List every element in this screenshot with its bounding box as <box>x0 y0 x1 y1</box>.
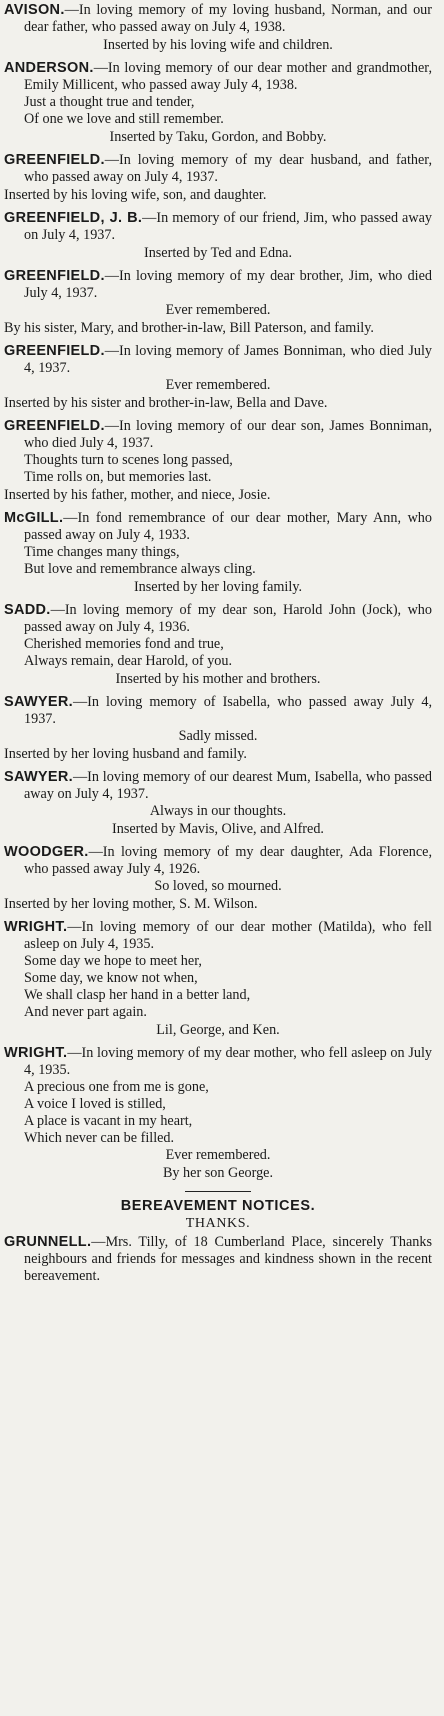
verse-line: Thoughts turn to scenes long passed, <box>24 452 233 468</box>
verse-line: A precious one from me is gone, <box>24 1079 209 1095</box>
notice-body: —In loving memory of our dear mother (Matilda), who fell asleep on July 4, 1935. <box>24 919 432 952</box>
memorial-notice <box>4 60 432 146</box>
inserted-by: Inserted by her loving mother, S. M. Wilson. <box>4 896 258 912</box>
verse-line: And never part again. <box>24 1004 147 1020</box>
verse-line: Some day, we know not when, <box>24 970 198 986</box>
notice-body: —In loving memory of our dear mother and grandmother, Emily Millicent, who passed away July 4, 1938. <box>24 60 432 93</box>
inserted-by: Inserted by his loving wife and children. <box>103 37 333 53</box>
memorial-notice <box>4 2 432 54</box>
verse-line: Always remain, dear Harold, of you. <box>24 653 233 669</box>
bereavement-entry <box>4 1234 432 1285</box>
verse-line: But love and remembrance always cling. <box>24 561 256 577</box>
verse <box>4 636 432 670</box>
notice-body: —In loving memory of James Bonniman, who died July 4, 1937. <box>24 343 432 376</box>
deceased-name: GREENFIELD. <box>4 343 105 359</box>
verse-line: Which never can be filled. <box>24 1130 175 1146</box>
memorial-notice <box>4 418 432 504</box>
deceased-name: GREENFIELD, J. B. <box>4 210 143 226</box>
deceased-name: WRIGHT. <box>4 919 68 935</box>
verse-line: Of one we love and still remember. <box>24 111 224 127</box>
entry-name: GRUNNELL. <box>4 1234 92 1250</box>
inserted-by: Inserted by Ted and Edna. <box>143 245 293 261</box>
notice-text <box>4 2 432 36</box>
notice-text <box>4 418 432 452</box>
notice-body: —In loving memory of my dear mother, who fell asleep on July 4, 1935. <box>24 1045 432 1078</box>
section-divider <box>185 1191 251 1192</box>
inserted-by: Inserted by his sister and brother-in-law, Bella and Dave. <box>4 395 328 411</box>
memorial-notice <box>4 152 432 204</box>
verse-line: A voice I loved is stilled, <box>24 1096 166 1112</box>
inserted-by: By her son George. <box>162 1165 274 1181</box>
deceased-name: WRIGHT. <box>4 1045 68 1061</box>
thanks-subheading: THANKS. <box>185 1216 251 1231</box>
inserted-by: Inserted by her loving husband and family. <box>4 746 247 762</box>
notice-text <box>4 919 432 953</box>
inserted-by: By his sister, Mary, and brother-in-law, Bill Paterson, and family. <box>4 320 374 336</box>
deceased-name: GREENFIELD. <box>4 268 105 284</box>
notice-text <box>4 510 432 544</box>
inserted-by: Inserted by his father, mother, and niece, Josie. <box>4 487 271 503</box>
memorial-notice <box>4 694 432 763</box>
entry-body: —Mrs. Tilly, of 18 Cumberland Place, sincerely Thanks neighbours and friends for messages and kindness shown in the recent bereavement. <box>24 1234 432 1284</box>
verse-line: A place is vacant in my heart, <box>24 1113 193 1129</box>
verse-line: Some day we hope to meet her, <box>24 953 202 969</box>
deceased-name: ANDERSON. <box>4 60 94 76</box>
notice-text <box>4 152 432 186</box>
memorial-notice <box>4 210 432 262</box>
verse-line: Just a thought true and tender, <box>24 94 195 110</box>
memorial-notice <box>4 769 432 838</box>
memorial-notice <box>4 844 432 913</box>
remembrance-line: So loved, so mourned. <box>154 878 282 894</box>
inserted-by: Inserted by his loving wife, son, and daughter. <box>4 187 267 203</box>
memorial-notice <box>4 1045 432 1182</box>
verse-line: Time rolls on, but memories last. <box>24 469 212 485</box>
notice-text <box>4 60 432 94</box>
deceased-name: GREENFIELD. <box>4 152 105 168</box>
memorial-notice <box>4 919 432 1039</box>
notice-body: —In loving memory of my loving husband, Norman, and our dear father, who passed away on July 4, 1938. <box>24 2 432 35</box>
remembrance-line: Ever remembered. <box>165 377 271 393</box>
memorial-notice <box>4 268 432 337</box>
notice-body: —In loving memory of my dear husband, and father, who passed away on July 4, 1937. <box>24 152 432 185</box>
remembrance-line: Ever remembered. <box>165 302 271 318</box>
verse-line: We shall clasp her hand in a better land, <box>24 987 251 1003</box>
inserted-by: Lil, George, and Ken. <box>156 1022 280 1038</box>
notice-text <box>4 343 432 377</box>
deceased-name: GREENFIELD. <box>4 418 105 434</box>
remembrance-line: Sadly missed. <box>178 728 258 744</box>
memorial-notice <box>4 343 432 412</box>
notice-body: —In loving memory of my dear brother, Jim, who died July 4, 1937. <box>24 268 432 301</box>
notice-text <box>4 602 432 636</box>
notice-body: —In loving memory of our dear son, James Bonniman, who died July 4, 1937. <box>24 418 432 451</box>
notice-text <box>4 210 432 244</box>
inserted-by: Inserted by his mother and brothers. <box>115 671 321 687</box>
bereavement-heading: BEREAVEMENT NOTICES. <box>120 1198 316 1214</box>
verse <box>4 1079 432 1147</box>
deceased-name: AVISON. <box>4 2 65 18</box>
notice-body: —In loving memory of my dear daughter, Ada Florence, who passed away July 4, 1926. <box>24 844 432 877</box>
notice-body: —In memory of our friend, Jim, who passed away on July 4, 1937. <box>24 210 432 243</box>
inserted-by: Inserted by her loving family. <box>133 579 303 595</box>
deceased-name: WOODGER. <box>4 844 89 860</box>
notice-text <box>4 844 432 878</box>
notice-body: —In loving memory of my dear son, Harold John (Jock), who passed away on July 4, 1936. <box>24 602 432 635</box>
notice-text <box>4 769 432 803</box>
deceased-name: SAWYER. <box>4 694 73 710</box>
notice-body: —In loving memory of Isabella, who passed away July 4, 1937. <box>24 694 432 727</box>
verse <box>4 452 432 486</box>
verse <box>4 544 432 578</box>
remembrance-line: Always in our thoughts. <box>149 803 287 819</box>
notice-body: —In fond remembrance of our dear mother, Mary Ann, who passed away on July 4, 1933. <box>24 510 432 543</box>
remembrance-line: Ever remembered. <box>165 1147 271 1163</box>
notice-text <box>4 1045 432 1079</box>
notice-text <box>4 268 432 302</box>
verse-line: Cherished memories fond and true, <box>24 636 224 652</box>
memorial-notice <box>4 510 432 596</box>
deceased-name: McGILL. <box>4 510 64 526</box>
verse-line: Time changes many things, <box>24 544 180 560</box>
memorial-notice <box>4 602 432 688</box>
inserted-by: Inserted by Mavis, Olive, and Alfred. <box>112 821 324 837</box>
notice-body: —In loving memory of our dearest Mum, Isabella, who passed away on July 4, 1937. <box>24 769 432 802</box>
deceased-name: SAWYER. <box>4 769 73 785</box>
in-memoriam-list <box>4 2 432 1182</box>
verse <box>4 953 432 1021</box>
deceased-name: SADD. <box>4 602 51 618</box>
notice-text <box>4 694 432 728</box>
inserted-by: Inserted by Taku, Gordon, and Bobby. <box>109 129 327 145</box>
verse <box>4 94 432 128</box>
